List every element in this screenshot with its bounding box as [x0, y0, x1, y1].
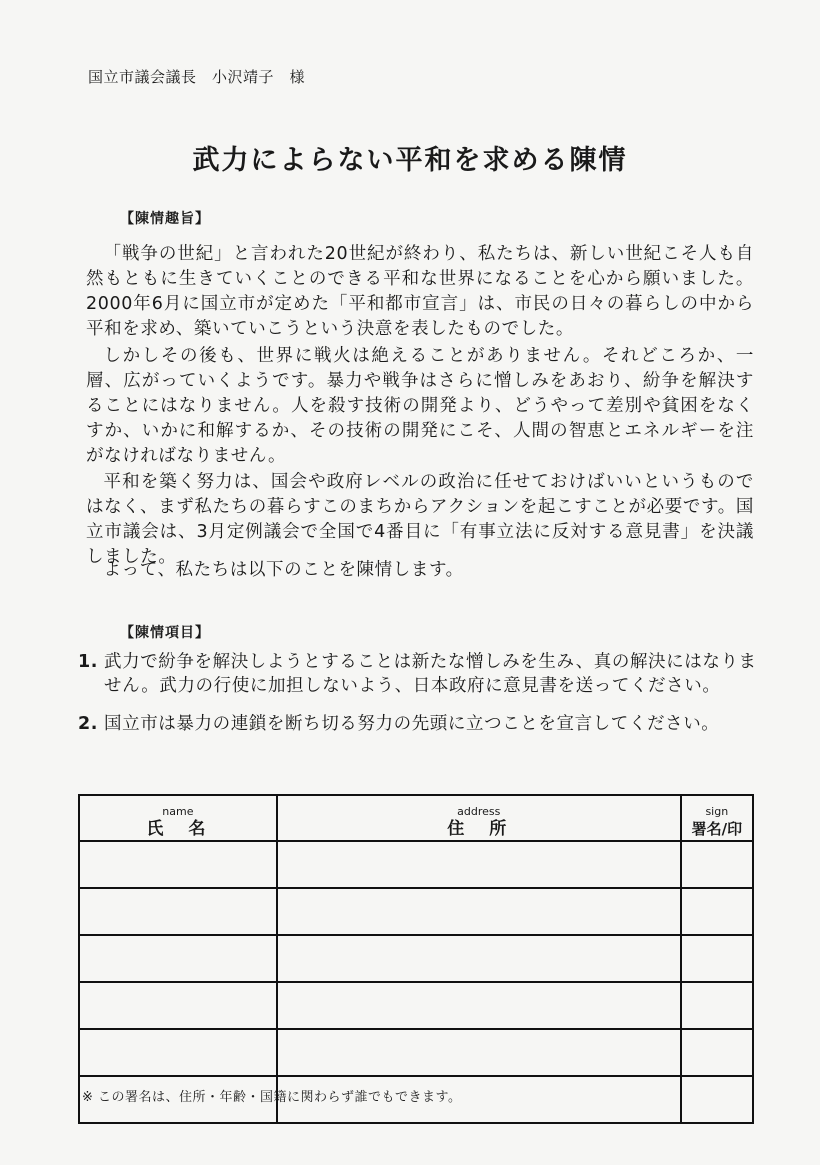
request-item	[78, 650, 758, 698]
signature-table	[78, 794, 754, 1124]
name-cell[interactable]	[79, 935, 277, 982]
header-en: sign	[705, 805, 729, 818]
sign-cell[interactable]	[681, 888, 753, 935]
header-en: name	[162, 805, 194, 818]
footnote: ※ この署名は、住所・年齢・国籍に関わらず誰でもできます。	[82, 1090, 462, 1105]
sign-cell[interactable]	[681, 1029, 753, 1076]
purpose-paragraph-2	[86, 344, 754, 469]
name-cell[interactable]	[79, 982, 277, 1029]
header-jp: 署名/印	[691, 820, 743, 838]
table-header-row	[79, 795, 753, 841]
address-cell[interactable]	[277, 888, 681, 935]
header-jp: 住 所	[447, 819, 511, 839]
address-cell[interactable]	[277, 841, 681, 888]
request-item	[78, 712, 758, 736]
sign-cell[interactable]	[681, 935, 753, 982]
sign-cell[interactable]	[681, 982, 753, 1029]
purpose-label: 【陳情趣旨】	[120, 211, 210, 227]
paragraph-text: よって、私たちは以下のことを陳情します。	[103, 560, 464, 580]
requests-label: 【陳情項目】	[120, 625, 210, 641]
purpose-paragraph-3	[86, 470, 754, 570]
request-number: 2.	[78, 714, 99, 734]
paragraph-text: しかしその後も、世界に戦火は絶えることがありません。それどころか、一層、広がっていくようです。暴力や戦争はさらに憎しみをあおり、紛争を解決することにはなりません。人を殺す技術の開発より、どうやって差別や貧困をなくすか、いかに和解するか、その技術の開発にこそ、人間の智恵とエネルギーを注がなければなりません。	[86, 346, 754, 466]
address-cell[interactable]	[277, 935, 681, 982]
request-number: 1.	[78, 652, 99, 672]
table-row	[79, 982, 753, 1029]
addressee: 国立市議会議長 小沢靖子 様	[88, 68, 306, 86]
sign-cell[interactable]	[681, 1076, 753, 1123]
name-cell[interactable]	[79, 841, 277, 888]
table-row	[79, 888, 753, 935]
paragraph-text: 平和を築く努力は、国会や政府レベルの政治に任せておけばいいというものではなく、まず私たちの暮らすこのまちからアクションを起こすことが必要です。国立市議会は、3月定例議会で全国で4番目に「有事立法に反対する意見書」を決議しました。	[86, 472, 754, 567]
name-cell[interactable]	[79, 888, 277, 935]
address-cell[interactable]	[277, 1029, 681, 1076]
address-cell[interactable]	[277, 982, 681, 1029]
request-text: 国立市は暴力の連鎖を断ち切る努力の先頭に立つことを宣言してください。	[104, 714, 720, 734]
request-list	[78, 650, 758, 750]
request-text: 武力で紛争を解決しようとすることは新たな憎しみを生み、真の解決にはなりません。武力の行使に加担しないよう、日本政府に意見書を送ってください。	[104, 652, 757, 696]
sign-column-header	[681, 795, 753, 841]
sign-cell[interactable]	[681, 841, 753, 888]
header-en: address	[457, 805, 501, 818]
address-column-header	[277, 795, 681, 841]
table-row	[79, 935, 753, 982]
purpose-paragraph-1	[86, 242, 754, 342]
paragraph-text: 「戦争の世紀」と言われた20世紀が終わり、私たちは、新しい世紀こそ人も自然もともに生きていくことのできる平和な世界になることを心から願いました。2000年6月に国立市が定めた「平和都市宣言」は、市民の日々の暮らしの中から平和を求め、築いていこうという決意を表したものでした。	[86, 244, 754, 339]
name-column-header	[79, 795, 277, 841]
purpose-paragraph-4	[86, 558, 754, 583]
table-row	[79, 841, 753, 888]
page-title: 武力によらない平和を求める陳情	[192, 145, 628, 176]
name-cell[interactable]	[79, 1029, 277, 1076]
table-row	[79, 1029, 753, 1076]
header-jp: 氏 名	[146, 819, 210, 839]
